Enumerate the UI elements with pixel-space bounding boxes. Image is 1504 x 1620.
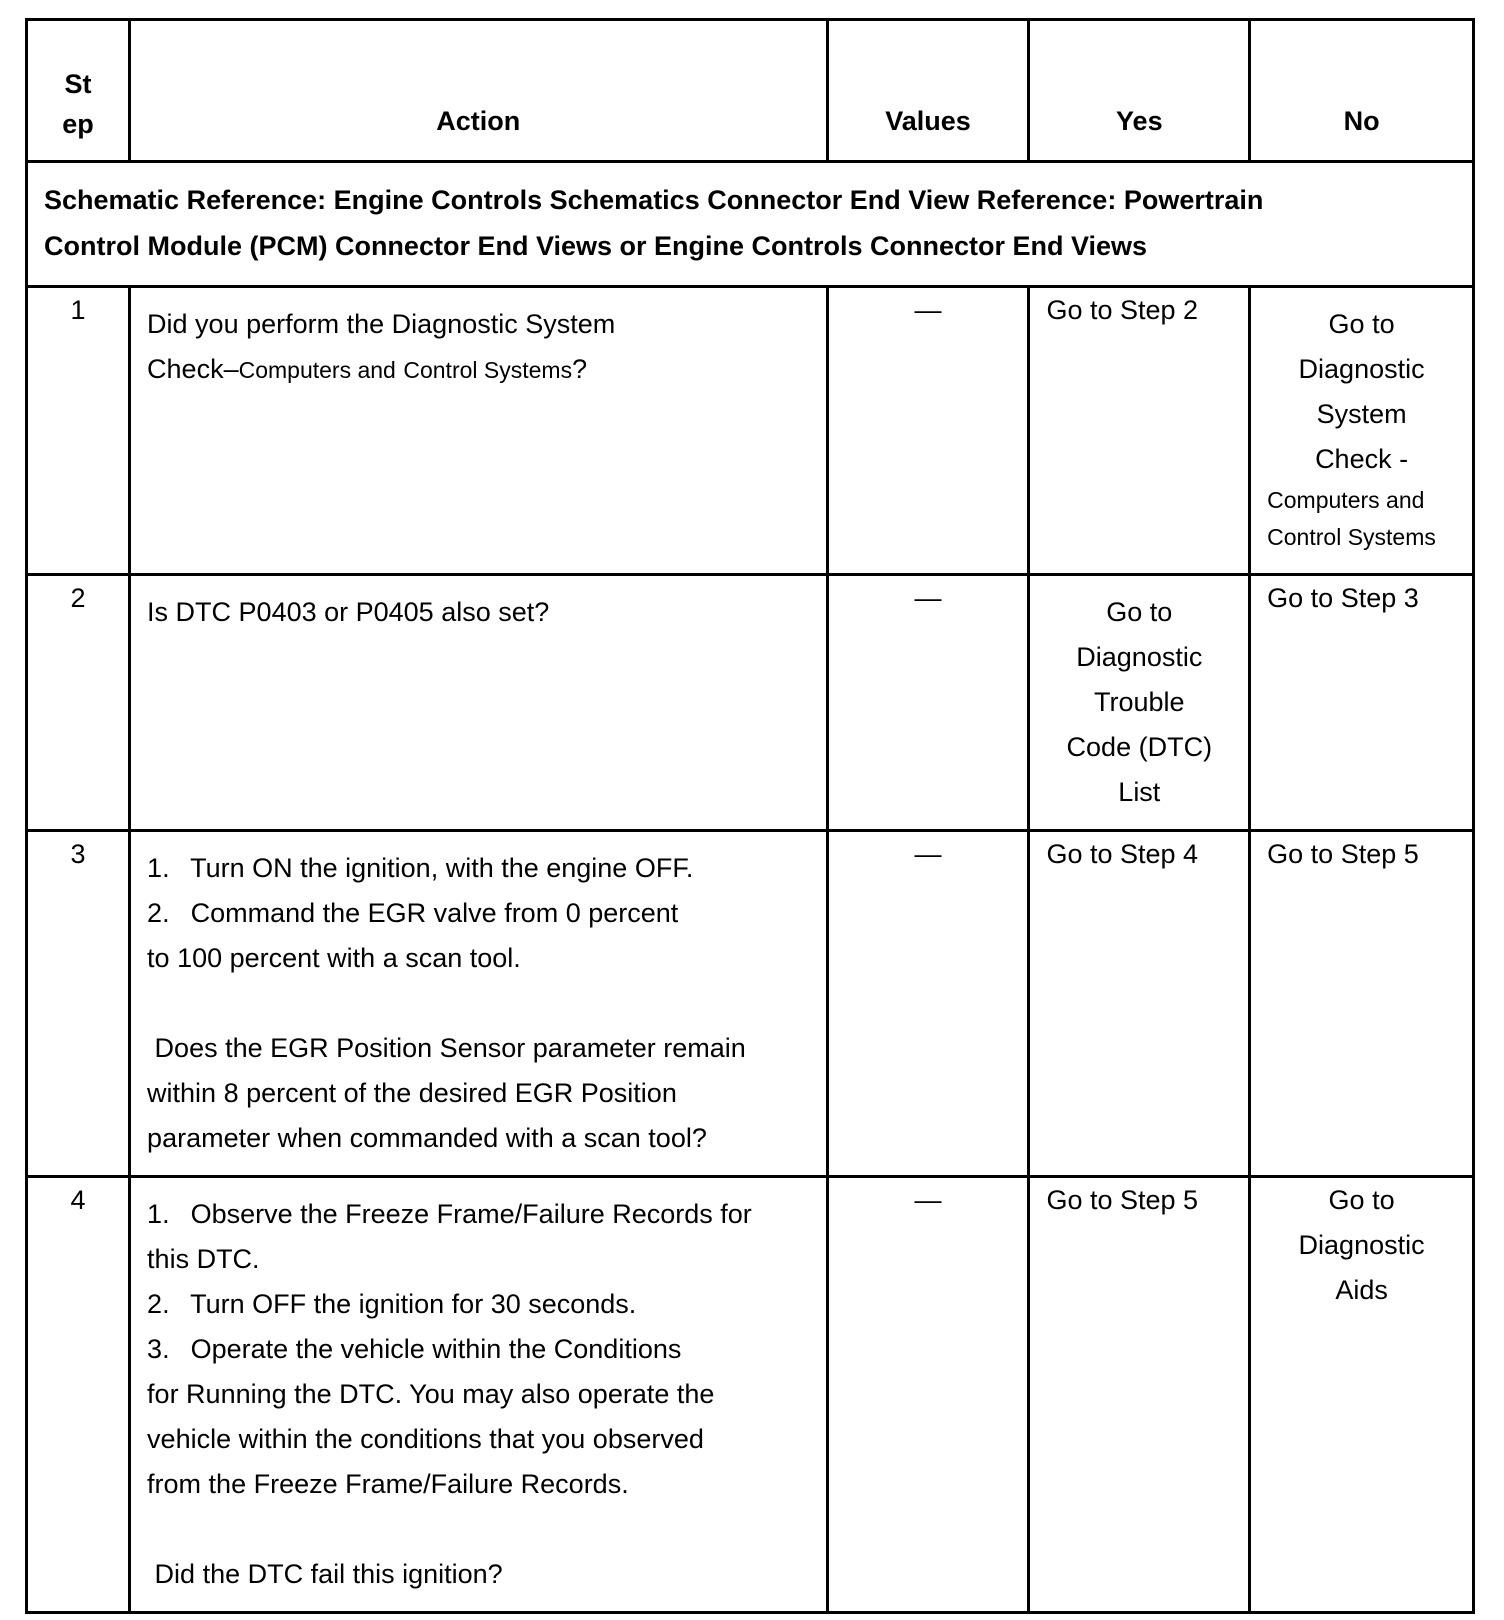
reference-line-2: Control Module (PCM) Connector End Views or Engine Controls Connector End Views [44, 231, 1148, 261]
action-text: 1. Turn ON the ignition, with the engine OFF. [147, 853, 694, 883]
action-text: 2. Command the EGR valve from 0 percent [147, 898, 679, 928]
no-cell[interactable] [1250, 287, 1474, 575]
action-link-control-systems[interactable]: Control Systems [403, 357, 573, 383]
action-text-part: Check– [147, 354, 239, 384]
no-link-line[interactable]: Go to [1328, 309, 1395, 339]
no-link-line[interactable]: Go to [1328, 1185, 1395, 1215]
no-link-line[interactable]: Check - [1315, 444, 1409, 474]
yes-link-line[interactable]: Diagnostic [1076, 642, 1203, 672]
header-row [27, 20, 1474, 162]
action-text: from the Freeze Frame/Failure Records. [147, 1469, 629, 1499]
value-cell: — [827, 1177, 1029, 1613]
step-number: 1 [27, 287, 130, 575]
action-gap [147, 1507, 809, 1552]
action-text: Did the DTC fail this ignition? [147, 1559, 503, 1589]
reference-line-1: Schematic Reference: Engine Controls Schematics Connector End View Reference: Powertrain [44, 185, 1264, 215]
header-step-line1: St [64, 69, 92, 99]
action-text: this DTC. [147, 1244, 260, 1274]
no-link-line[interactable]: Control Systems [1267, 524, 1436, 550]
no-cell[interactable] [1250, 831, 1474, 1177]
action-cell [130, 831, 827, 1177]
table-row [27, 1177, 1474, 1613]
action-cell [130, 575, 827, 831]
action-text: Does the EGR Position Sensor parameter remain [147, 1033, 746, 1063]
action-text-part: ? [572, 354, 588, 384]
action-text: Did you perform the Diagnostic System [147, 309, 616, 339]
reference-row [27, 162, 1474, 287]
no-link-line[interactable]: Diagnostic [1298, 1230, 1425, 1260]
yes-link[interactable]: Go to Step 4 [1046, 839, 1199, 869]
yes-cell[interactable] [1029, 831, 1250, 1177]
action-link-computers[interactable]: Computers and [238, 357, 396, 383]
action-text: within 8 percent of the desired EGR Position [147, 1078, 677, 1108]
no-link[interactable]: Go to Step 5 [1267, 839, 1419, 869]
header-yes: Yes [1029, 20, 1250, 162]
action-text: vehicle within the conditions that you observed [147, 1424, 704, 1454]
header-step [27, 20, 130, 162]
yes-cell[interactable] [1029, 287, 1250, 575]
yes-cell[interactable] [1029, 575, 1250, 831]
value-cell: — [827, 831, 1029, 1177]
action-text [147, 347, 809, 393]
yes-link-line[interactable]: List [1118, 777, 1161, 807]
yes-link[interactable]: Go to Step 5 [1046, 1185, 1199, 1215]
diagnostic-table [25, 18, 1475, 1614]
table-row [27, 575, 1474, 831]
action-text: 3. Operate the vehicle within the Conditions [147, 1334, 682, 1364]
value-cell: — [827, 575, 1029, 831]
no-link[interactable]: Go to Step 3 [1267, 583, 1419, 613]
yes-link-line[interactable]: Go to [1106, 597, 1173, 627]
no-link-line[interactable]: Aids [1335, 1275, 1388, 1305]
action-cell [130, 1177, 827, 1613]
reference-cell [27, 162, 1474, 287]
no-link-line[interactable]: System [1316, 399, 1407, 429]
header-action: Action [130, 20, 827, 162]
no-cell[interactable] [1250, 575, 1474, 831]
table-row [27, 287, 1474, 575]
step-number: 3 [27, 831, 130, 1177]
yes-link[interactable]: Go to Step 2 [1046, 295, 1199, 325]
action-cell [130, 287, 827, 575]
action-text: 2. Turn OFF the ignition for 30 seconds. [147, 1289, 637, 1319]
action-text: for Running the DTC. You may also operate the [147, 1379, 715, 1409]
action-text: 1. Observe the Freeze Frame/Failure Records for [147, 1199, 752, 1229]
step-number: 4 [27, 1177, 130, 1613]
header-values: Values [827, 20, 1029, 162]
yes-cell[interactable] [1029, 1177, 1250, 1613]
header-no: No [1250, 20, 1474, 162]
action-text: parameter when commanded with a scan tool? [147, 1123, 707, 1153]
no-link-line[interactable]: Diagnostic [1298, 354, 1425, 384]
table-row [27, 831, 1474, 1177]
value-cell: — [827, 287, 1029, 575]
action-text: to 100 percent with a scan tool. [147, 943, 521, 973]
no-link-line[interactable]: Computers and [1267, 487, 1425, 513]
yes-link-line[interactable]: Code (DTC) [1066, 732, 1213, 762]
yes-link-line[interactable]: Trouble [1094, 687, 1185, 717]
action-text: Is DTC P0403 or P0405 also set? [147, 597, 550, 627]
action-gap [147, 981, 809, 1026]
header-step-line2: ep [62, 109, 94, 139]
step-number: 2 [27, 575, 130, 831]
no-cell[interactable] [1250, 1177, 1474, 1613]
